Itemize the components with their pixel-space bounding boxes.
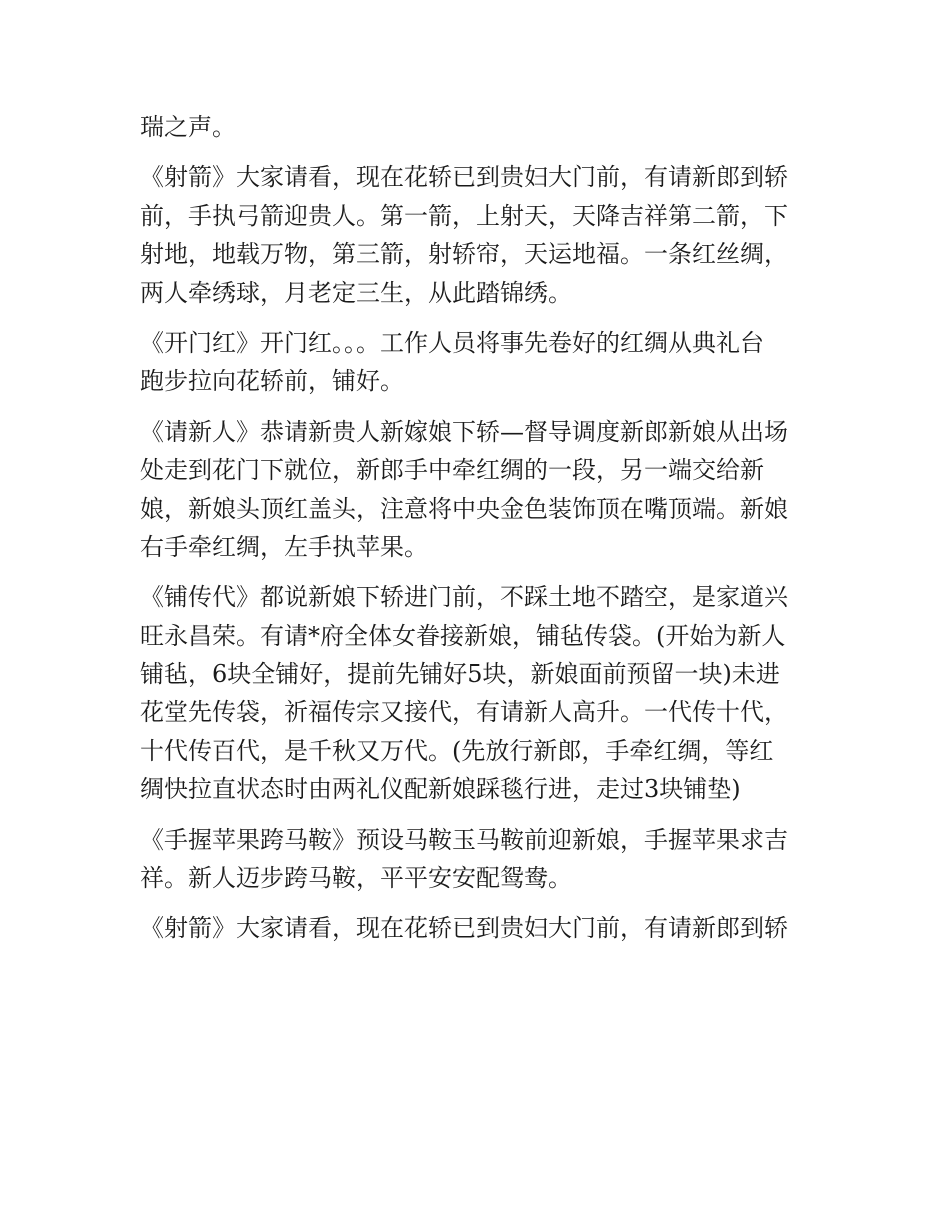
text-line: 《射箭》大家请看，现在花轿已到贵妇大门前，有请新郎到轿: [140, 914, 788, 943]
text-line: 跑步拉向花轿前，铺好。: [140, 367, 404, 396]
document-body: [140, 108, 820, 948]
text-line: 《开门红》开门红。。。工作人员将事先卷好的红绸从典礼台: [140, 328, 764, 357]
text-line: 处走到花门下就位，新郎手中牵红绸的一段，另一端交给新: [140, 456, 764, 485]
paragraph-2: [140, 158, 820, 312]
text-line: 花堂先传袋，祈福传宗又接代，有请新人高升。一代传十代，: [140, 698, 788, 727]
paragraph-3: [140, 324, 820, 401]
text-line: 娘，新娘头顶红盖头，注意将中央金色装饰顶在嘴顶端。新娘: [140, 494, 788, 523]
text-line: 祥。新人迈步跨马鞍，平平安安配鸳鸯。: [140, 864, 572, 893]
text-line: 《手握苹果跨马鞍》预设马鞍玉马鞍前迎新娘，手握苹果求吉: [140, 825, 788, 854]
text-line: 前，手执弓箭迎贵人。第一箭，上射天，天降吉祥第二箭，下: [140, 201, 788, 230]
paragraph-6: [140, 821, 820, 898]
text-line: 绸快拉直状态时由两礼仪配新娘踩毯行进，走过3块铺垫): [140, 775, 741, 804]
text-line: 旺永昌荣。有请*府全体女眷接新娘，铺毡传袋。(开始为新人: [140, 621, 786, 650]
text-line: 瑞之声。: [140, 113, 236, 141]
text-line: 右手牵红绸，左手执苹果。: [140, 532, 428, 561]
text-line: 铺毡，6块全铺好，提前先铺好5块，新娘面前预留一块)未进: [140, 660, 780, 689]
paragraph-4: [140, 413, 820, 567]
paragraph-7: [140, 909, 820, 947]
text-line: 《请新人》恭请新贵人新嫁娘下轿—督导调度新郎新娘从出场: [140, 417, 788, 446]
paragraph-1: [140, 108, 820, 146]
text-line: 《射箭》大家请看，现在花轿已到贵妇大门前，有请新郎到轿: [140, 163, 788, 192]
text-line: 两人牵绣球，月老定三生，从此踏锦绣。: [140, 278, 572, 307]
text-line: 十代传百代，是千秋又万代。(先放行新郎，手牵红绸，等红: [140, 736, 774, 765]
paragraph-5: [140, 578, 820, 808]
text-line: 射地，地载万物，第三箭，射轿帘，天运地福。一条红丝绸，: [140, 240, 788, 269]
text-line: 《铺传代》都说新娘下轿进门前，不踩土地不踏空，是家道兴: [140, 583, 788, 612]
